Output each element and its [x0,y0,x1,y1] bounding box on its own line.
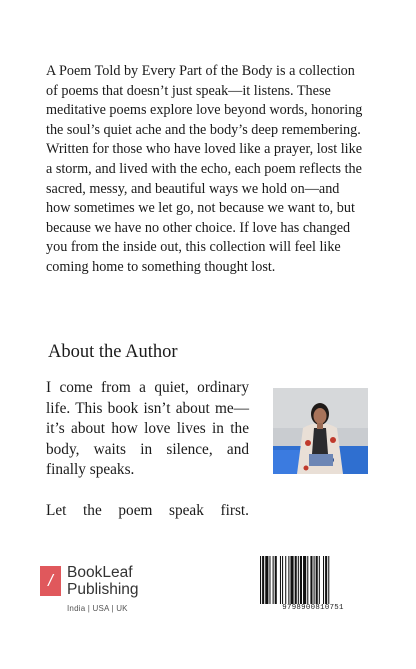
publisher-name [67,564,139,598]
publisher-name-line2: Publishing [67,581,139,598]
isbn-number: 9798900810751 [282,604,344,612]
author-bio [46,378,249,522]
author-bio-text: I come from a quiet, ordinary life. This book isn’t about me— it’s about how love lives in the body, waits in silence, and finally speaks. [46,379,249,479]
author-photo [273,388,368,474]
about-author-heading: About the Author [48,342,178,362]
publisher-regions: India | USA | UK [67,604,128,613]
back-cover-blurb: A Poem Told by Every Part of the Body is a collection of poems that doesn’t just speak—it listens. These meditative poems explore love beyond words, honoring the soul’s quiet ache and the body’s deep remembering. Written for those who have loved like a prayer, lost like a storm, and lived with the echo, each poem reflects the sacred, messy, and beautiful ways we hold on—and how sometimes we let go, not because we want to, but because we have no other choice. If love has changed you from the inside out, this collection will feel like coming home to something thought lost. [46,63,363,275]
author-bio-closing: Let the poem speak first. [46,501,249,519]
publisher-logo [40,564,180,616]
publisher-mark: / [40,566,61,596]
publisher-name-line1: BookLeaf [67,564,133,581]
isbn-barcode [258,556,368,604]
